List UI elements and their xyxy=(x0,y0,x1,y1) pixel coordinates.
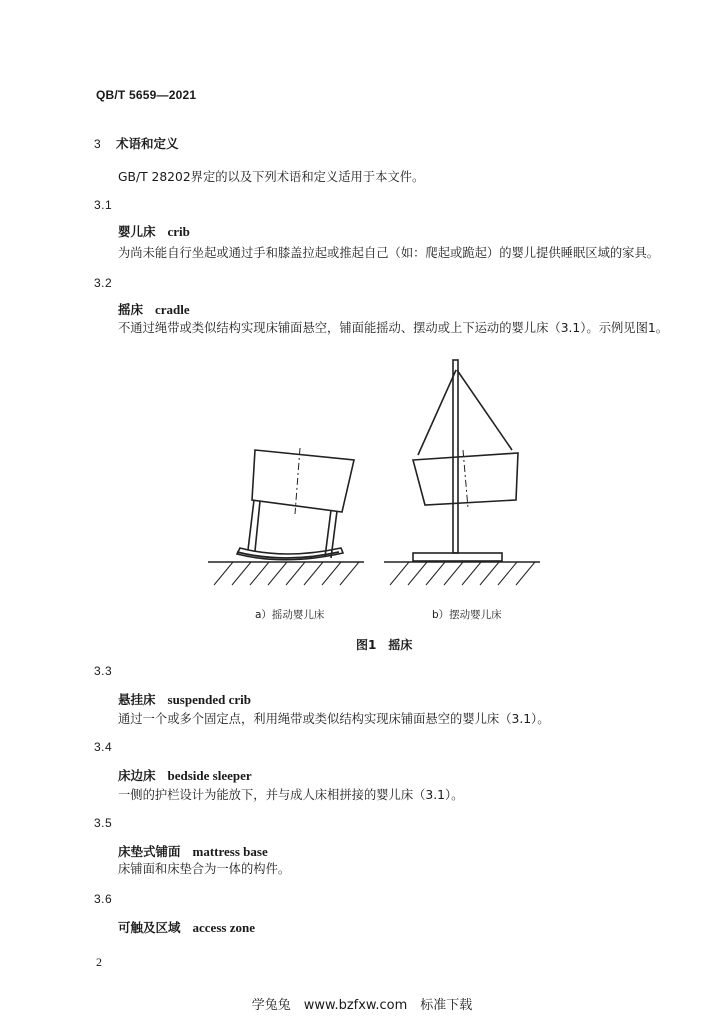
term-zh: 悬挂床 xyxy=(118,692,156,707)
term-zh: 床垫式铺面 xyxy=(118,844,181,859)
term-en: access zone xyxy=(192,920,255,935)
term-number: 3.6 xyxy=(94,892,113,906)
term-zh: 床边床 xyxy=(118,768,156,783)
term-definition: 为尚未能自行坐起或通过手和膝盖拉起或推起自己（如：爬起或跪起）的婴儿提供睡眠区域的家具。 xyxy=(118,246,660,260)
term-zh: 婴儿床 xyxy=(118,224,156,239)
term-zh: 可触及区域 xyxy=(118,920,181,935)
figure-title: 图1 摇床 xyxy=(356,638,413,652)
term-definition: 一侧的护栏设计为能放下，并与成人床相拼接的婴儿床（3.1）。 xyxy=(118,788,464,802)
term-definition: 通过一个或多个固定点，利用绳带或类似结构实现床铺面悬空的婴儿床（3.1）。 xyxy=(118,712,550,726)
term-definition: 床铺面和床垫合为一体的构件。 xyxy=(118,862,291,876)
term-heading xyxy=(118,918,255,936)
term-en: suspended crib xyxy=(167,692,251,707)
term-number: 3.2 xyxy=(94,276,113,290)
swinging-crib-diagram xyxy=(384,360,540,585)
figure-caption-b: b）摆动婴儿床 xyxy=(432,609,502,621)
standard-number: QB/T 5659—2021 xyxy=(96,88,197,102)
term-en: bedside sleeper xyxy=(167,768,252,783)
section-number: 3 xyxy=(94,137,101,151)
term-en: crib xyxy=(167,224,190,239)
intro-paragraph: GB/T 28202界定的以及下列术语和定义适用于本文件。 xyxy=(118,170,425,184)
term-en: mattress base xyxy=(192,844,268,859)
footer-watermark: 学兔兔 www.bzfxw.com 标准下载 xyxy=(251,998,473,1013)
term-zh: 摇床 xyxy=(118,302,144,317)
section-title: 术语和定义 xyxy=(116,136,179,151)
figure-caption-a: a）摇动婴儿床 xyxy=(255,609,325,621)
page-number: 2 xyxy=(96,955,102,969)
term-number: 3.4 xyxy=(94,740,113,754)
term-heading xyxy=(118,690,251,708)
term-heading xyxy=(118,766,252,784)
term-definition: 不通过绳带或类似结构实现床铺面悬空，铺面能摇动、摆动或上下运动的婴儿床（3.1）。示例见图1。 xyxy=(118,321,668,335)
term-number: 3.5 xyxy=(94,816,113,830)
term-en: cradle xyxy=(155,302,190,317)
rocking-crib-diagram xyxy=(208,448,364,585)
term-number: 3.1 xyxy=(94,198,113,212)
term-number: 3.3 xyxy=(94,664,113,678)
